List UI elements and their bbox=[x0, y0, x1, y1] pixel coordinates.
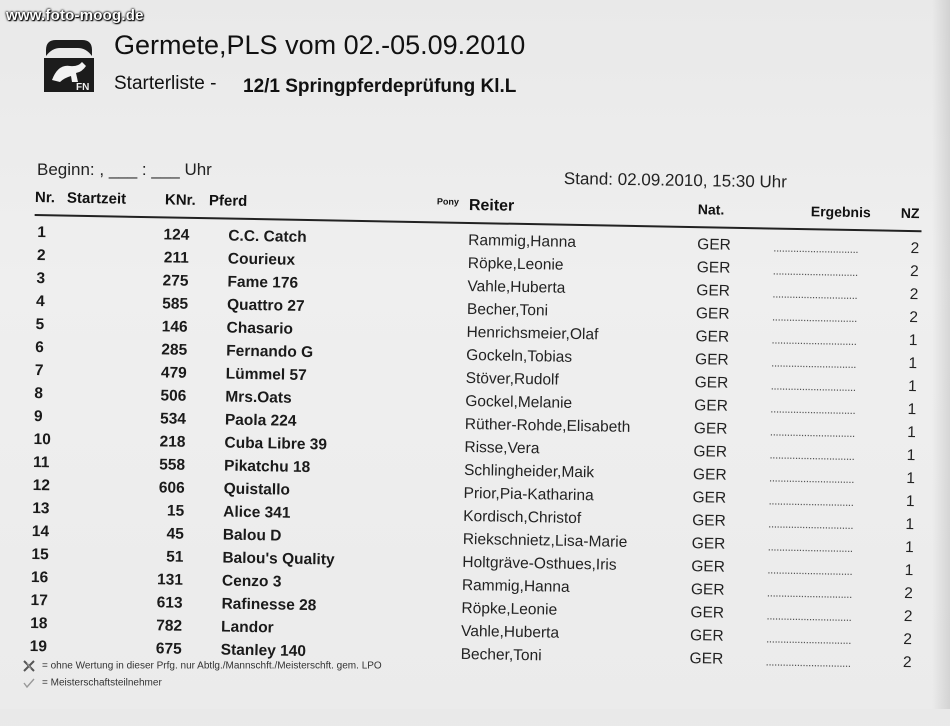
cell-nation: GER bbox=[695, 328, 730, 346]
column-header-startzeit: Startzeit bbox=[66, 189, 127, 208]
cell-rider: Gockel,Melanie bbox=[465, 392, 573, 412]
cell-nz: 2 bbox=[904, 584, 914, 603]
cell-nation: GER bbox=[689, 627, 724, 645]
cell-knr: 218 bbox=[159, 433, 186, 451]
cell-nation: GER bbox=[693, 420, 728, 438]
cell-nr: 19 bbox=[29, 637, 48, 656]
cell-nz: 1 bbox=[908, 355, 918, 373]
cell-nation: GER bbox=[695, 305, 730, 323]
cell-horse: Rafinesse 28 bbox=[221, 595, 317, 615]
cell-knr: 506 bbox=[160, 387, 187, 405]
cell-result-blank: .............................. bbox=[772, 286, 858, 303]
cell-nz: 1 bbox=[907, 378, 917, 396]
competition-title: 12/1 Springpferdeprüfung Kl.L bbox=[243, 76, 517, 97]
cell-result-blank: .............................. bbox=[765, 631, 852, 648]
cell-horse: Pikatchu 18 bbox=[223, 457, 311, 477]
cell-nr: 8 bbox=[34, 385, 44, 403]
cell-nr: 11 bbox=[32, 454, 50, 472]
cell-nz: 1 bbox=[906, 447, 916, 465]
cell-nr: 15 bbox=[31, 545, 49, 564]
cell-nation: GER bbox=[697, 236, 731, 254]
cell-horse: Quattro 27 bbox=[226, 296, 305, 315]
cell-result-blank: .............................. bbox=[771, 309, 858, 326]
subtitle-label: Starterliste - bbox=[114, 73, 217, 94]
cell-knr: 275 bbox=[162, 272, 189, 290]
cell-nz: 2 bbox=[903, 607, 913, 626]
cell-rider: Becher,Toni bbox=[466, 300, 549, 320]
cell-rider: Holtgräve-Osthues,Iris bbox=[462, 553, 617, 574]
cell-nr: 4 bbox=[35, 293, 45, 311]
cell-nr: 3 bbox=[36, 270, 46, 288]
cell-rider: Becher,Toni bbox=[460, 645, 542, 665]
cell-knr: 45 bbox=[166, 525, 184, 543]
cell-result-blank: .............................. bbox=[767, 539, 853, 556]
cell-horse: Mrs.Oats bbox=[225, 388, 292, 407]
cell-knr: 558 bbox=[159, 456, 186, 474]
cell-result-blank: .............................. bbox=[766, 585, 853, 602]
cell-rider: Rammig,Hanna bbox=[468, 231, 577, 251]
logo-text: FN bbox=[76, 82, 90, 93]
cell-knr: 606 bbox=[158, 479, 185, 497]
status-timestamp: Stand: 02.09.2010, 15:30 Uhr bbox=[563, 169, 788, 192]
watermark: www.foto-moog.de bbox=[6, 7, 144, 24]
cell-nr: 7 bbox=[34, 362, 44, 380]
cell-nz: 1 bbox=[904, 562, 914, 580]
column-header-ergebnis: Ergebnis bbox=[810, 203, 871, 221]
column-header-pferd: Pferd bbox=[208, 192, 248, 210]
cell-nr: 13 bbox=[32, 500, 50, 518]
cell-knr: 146 bbox=[161, 318, 188, 336]
cross-icon bbox=[22, 660, 36, 672]
cell-knr: 675 bbox=[155, 640, 182, 658]
cell-nz: 2 bbox=[909, 309, 919, 327]
cell-rider: Gockeln,Tobias bbox=[465, 346, 573, 366]
cell-nr: 18 bbox=[30, 614, 48, 633]
cell-nation: GER bbox=[696, 282, 731, 300]
cell-nz: 1 bbox=[905, 516, 915, 534]
cell-nr: 16 bbox=[30, 568, 49, 587]
checkmark-icon bbox=[22, 677, 36, 689]
column-header-nr: Nr. bbox=[34, 189, 56, 207]
cell-nr: 2 bbox=[36, 247, 46, 265]
cell-nz: 2 bbox=[909, 286, 919, 304]
cell-result-blank: .............................. bbox=[767, 562, 853, 579]
legend-item-checkmark bbox=[22, 677, 162, 689]
cell-nation: GER bbox=[694, 397, 729, 415]
cell-knr: 131 bbox=[156, 571, 184, 589]
cell-nr: 12 bbox=[32, 477, 51, 495]
cell-nation: GER bbox=[694, 374, 729, 392]
cell-result-blank: .............................. bbox=[770, 401, 856, 418]
cell-nz: 1 bbox=[907, 401, 917, 419]
cell-horse: Lümmel 57 bbox=[225, 365, 307, 385]
cell-result-blank: .............................. bbox=[765, 654, 851, 671]
cell-result-blank: .............................. bbox=[770, 355, 857, 372]
cell-nr: 14 bbox=[31, 523, 50, 541]
cell-rider: Rammig,Hanna bbox=[461, 576, 570, 596]
cell-rider: Riekschnietz,Lisa-Marie bbox=[462, 530, 628, 551]
cell-horse: Cuba Libre 39 bbox=[224, 434, 328, 454]
cell-horse: Chasario bbox=[226, 319, 294, 338]
cell-nation: GER bbox=[690, 604, 725, 622]
cell-result-blank: .............................. bbox=[766, 608, 852, 625]
cell-knr: 124 bbox=[163, 226, 190, 244]
cell-nation: GER bbox=[696, 259, 731, 277]
legend-text: = Meisterschaftsteilnehmer bbox=[42, 677, 162, 689]
cell-knr: 285 bbox=[161, 341, 188, 359]
cell-knr: 585 bbox=[162, 295, 189, 313]
column-header-nz: NZ bbox=[900, 204, 920, 222]
cell-knr: 479 bbox=[160, 364, 187, 382]
cell-horse: C.C. Catch bbox=[228, 227, 307, 246]
cell-nz: 1 bbox=[907, 424, 916, 442]
cell-rider: Schlingheider,Maik bbox=[463, 461, 595, 482]
cell-rider: Vahle,Huberta bbox=[467, 277, 566, 297]
cell-rider: Vahle,Huberta bbox=[460, 622, 560, 642]
cell-nz: 1 bbox=[905, 493, 915, 511]
cell-rider: Röpke,Leonie bbox=[461, 599, 558, 619]
cell-nr: 5 bbox=[35, 316, 45, 334]
cell-nz: 1 bbox=[904, 539, 914, 557]
cell-nation: GER bbox=[692, 512, 726, 530]
column-header-pony: Pony bbox=[436, 196, 460, 207]
cell-nation: GER bbox=[692, 489, 727, 507]
cell-nr: 10 bbox=[33, 431, 51, 449]
cell-horse: Quistallo bbox=[223, 480, 291, 499]
cell-rider: Stöver,Rudolf bbox=[465, 369, 559, 389]
cell-knr: 51 bbox=[166, 548, 184, 566]
cell-nz: 2 bbox=[909, 263, 919, 281]
cell-horse: Fame 176 bbox=[227, 273, 299, 292]
legend-text: = ohne Wertung in dieser Prfg. nur Abtlg./Mannschft./Meisterschft. gem. LPO bbox=[42, 660, 382, 672]
cell-nation: GER bbox=[692, 466, 727, 484]
cell-nz: 2 bbox=[902, 653, 912, 672]
cell-nation: GER bbox=[691, 558, 726, 576]
cell-horse: Landor bbox=[220, 618, 274, 637]
start-time-field: Beginn: , ___ : ___ Uhr bbox=[37, 160, 212, 179]
cell-nr: 1 bbox=[37, 224, 47, 242]
cell-horse: Courieux bbox=[227, 250, 296, 269]
cell-nation: GER bbox=[689, 650, 724, 668]
legend-item-cross bbox=[22, 660, 382, 672]
cell-horse: Balou's Quality bbox=[222, 549, 335, 569]
cell-nation: GER bbox=[691, 535, 726, 553]
cell-rider: Henrichsmeier,Olaf bbox=[466, 323, 599, 344]
cell-result-blank: .............................. bbox=[771, 332, 857, 349]
cell-horse: Fernando G bbox=[226, 342, 314, 362]
event-title: Germete,PLS vom 02.-05.09.2010 bbox=[114, 30, 526, 60]
cell-nation: GER bbox=[693, 443, 728, 461]
cell-result-blank: .............................. bbox=[770, 378, 856, 395]
cell-result-blank: .............................. bbox=[772, 263, 858, 280]
column-header-knr: KNr. bbox=[164, 191, 196, 209]
cell-rider: Rüther-Rohde,Elisabeth bbox=[464, 415, 631, 436]
cell-knr: 534 bbox=[159, 410, 187, 428]
cell-horse: Cenzo 3 bbox=[221, 572, 282, 591]
cell-nr: 17 bbox=[30, 591, 48, 610]
cell-result-blank: .............................. bbox=[769, 447, 855, 464]
cell-horse: Balou D bbox=[222, 526, 282, 545]
cell-knr: 15 bbox=[166, 502, 185, 520]
cell-result-blank: .............................. bbox=[767, 516, 854, 533]
cell-nr: 9 bbox=[33, 408, 43, 426]
cell-knr: 211 bbox=[163, 249, 190, 267]
cell-result-blank: .............................. bbox=[768, 470, 855, 487]
column-header-nat: Nat. bbox=[697, 201, 725, 218]
cell-nz: 2 bbox=[910, 240, 920, 258]
cell-horse: Alice 341 bbox=[223, 503, 291, 522]
cell-nation: GER bbox=[690, 581, 725, 599]
cell-nz: 1 bbox=[908, 332, 918, 350]
cell-rider: Röpke,Leonie bbox=[467, 254, 564, 274]
cell-result-blank: .............................. bbox=[769, 424, 855, 441]
cell-nz: 1 bbox=[906, 470, 916, 488]
cell-rider: Prior,Pia-Katharina bbox=[463, 484, 594, 505]
cell-nr: 6 bbox=[35, 339, 45, 357]
cell-horse: Paola 224 bbox=[224, 411, 297, 430]
column-header-reiter: Reiter bbox=[468, 196, 515, 215]
cell-rider: Kordisch,Christof bbox=[463, 507, 582, 528]
cell-result-blank: .............................. bbox=[768, 493, 854, 510]
cell-rider: Risse,Vera bbox=[464, 438, 540, 458]
cell-knr: 782 bbox=[156, 617, 183, 635]
cell-knr: 613 bbox=[156, 594, 183, 612]
cell-horse: Stanley 140 bbox=[220, 641, 307, 661]
cell-result-blank: .............................. bbox=[773, 240, 859, 257]
cell-nation: GER bbox=[694, 351, 729, 369]
cell-nz: 2 bbox=[903, 630, 913, 649]
